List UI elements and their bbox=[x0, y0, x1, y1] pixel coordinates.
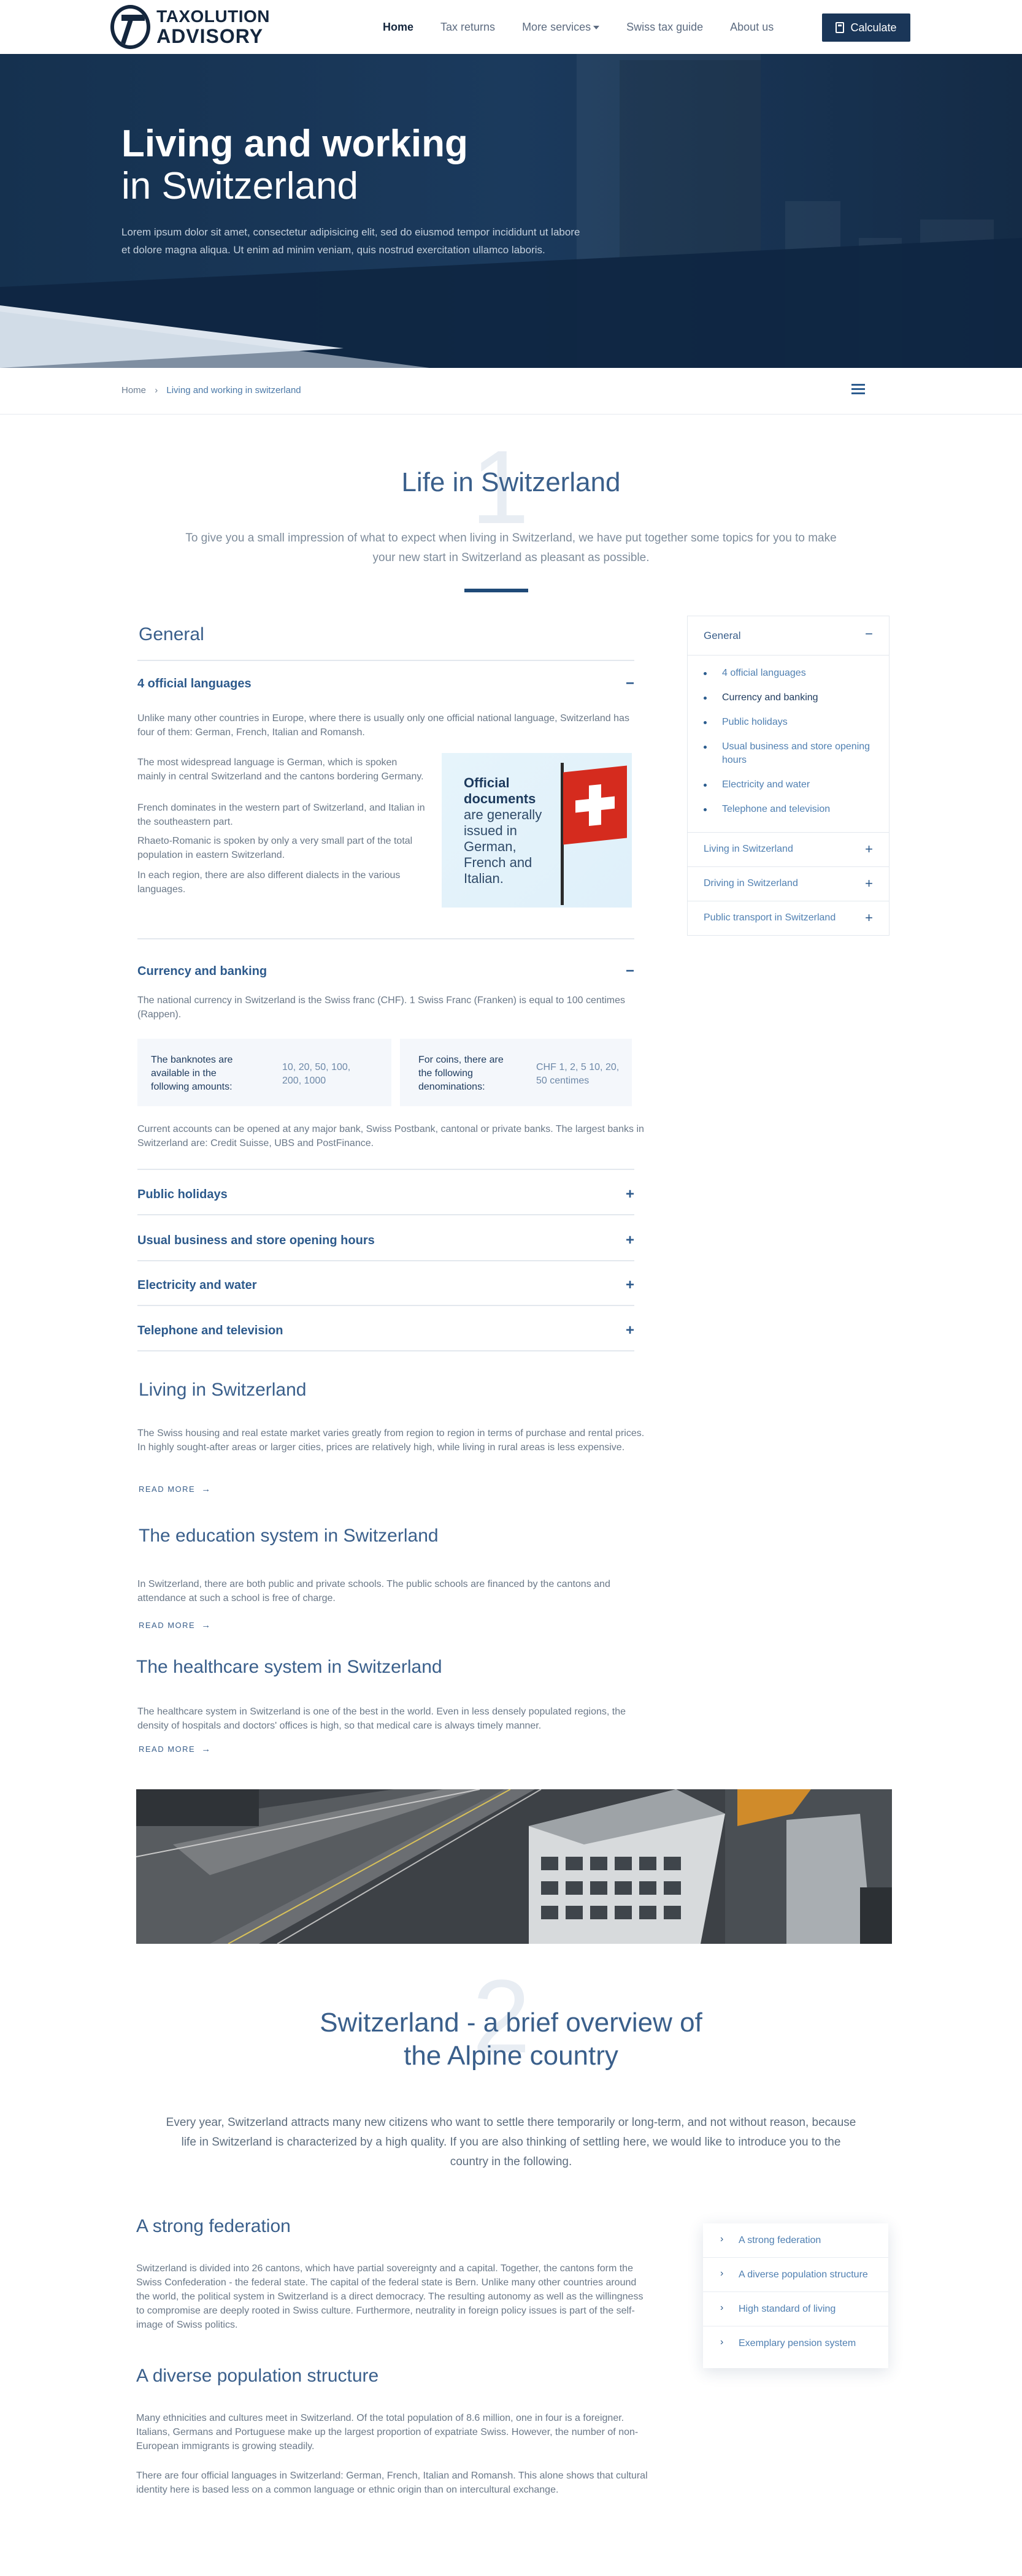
paragraph: The national currency in Switzerland is the Swiss franc (CHF). 1 Swiss Franc (Franken) is equal to 100 centimes (Rappen). bbox=[137, 995, 625, 1020]
collapse-icon: − bbox=[625, 963, 634, 979]
divider bbox=[137, 1214, 634, 1215]
sidebar-nav bbox=[687, 616, 889, 936]
city-aerial-image bbox=[136, 1789, 892, 1944]
healthcare-title: The healthcare system in Switzerland bbox=[136, 1657, 442, 1677]
breadcrumb-home[interactable]: Home bbox=[121, 385, 147, 396]
calculator-icon bbox=[836, 22, 844, 33]
population-text: There are four official languages in Switzerland: German, French, Italian and Romansh. This alone shows that cultural identity here is based less on a common language or ethnic origin than on intercultural exchange. bbox=[136, 2471, 648, 2495]
chevron-right-icon: › bbox=[720, 2268, 724, 2279]
hero-title: Living and working in Switzerland bbox=[121, 123, 468, 208]
paragraph: In each region, there are also different dialects in the various languages. bbox=[137, 870, 401, 895]
toc-item-pension[interactable]: › Exemplary pension system bbox=[720, 2337, 856, 2349]
sidebar-row-driving[interactable]: Driving in Switzerland + bbox=[688, 866, 889, 901]
chevron-right-icon: › bbox=[720, 2234, 724, 2244]
section-number: 2 bbox=[472, 1959, 531, 2075]
expand-icon: + bbox=[865, 876, 873, 891]
expand-icon: + bbox=[625, 1186, 634, 1202]
paragraph: Unlike many other countries in Europe, where there is usually only one official national language, Switzerland has four of them: German, French, Italian and Romansh. bbox=[137, 713, 629, 738]
sidebar-list bbox=[704, 667, 875, 827]
paragraph: The most widespread language is German, which is spoken mainly in central Switzerland and the cantons bordering Germany. bbox=[137, 757, 424, 782]
section-divider bbox=[464, 589, 528, 592]
main-menu bbox=[383, 0, 774, 54]
breadcrumb bbox=[121, 385, 301, 396]
collapse-icon: − bbox=[865, 626, 873, 641]
accordion-opening-hours[interactable]: Usual business and store opening hours + bbox=[137, 1232, 634, 1248]
accordion-currency[interactable]: Currency and banking − bbox=[137, 963, 634, 979]
expand-icon: + bbox=[625, 1277, 634, 1293]
breadcrumb-current: Living and working in switzerland bbox=[166, 385, 301, 396]
general-heading: General bbox=[139, 624, 204, 644]
paragraph: French dominates in the western part of Switzerland, and Italian in the southeastern part. bbox=[137, 803, 425, 827]
swiss-flag-icon bbox=[563, 766, 627, 845]
sidebar-item-electricity[interactable]: Electricity and water bbox=[704, 778, 875, 792]
section-intro: Every year, Switzerland attracts many new citizens who want to settle there temporarily or long-term, and not without reason, because life in Switzerland is characterized by a high quality. If you are also thinking of settling here, we would like to introduce you to the country in the following. bbox=[166, 2116, 856, 2168]
sidebar-row-transport[interactable]: Public transport in Switzerland + bbox=[688, 901, 889, 935]
hero-text: Lorem ipsum dolor sit amet, consectetur adipisicing elit, sed do eiusmod tempor incididunt ut labore et dolore magna aliqua. Ut enim ad minim veniam, quis nostrud exercitation ullamco laboris. bbox=[121, 226, 580, 256]
chevron-right-icon: › bbox=[720, 2303, 724, 2313]
toc-item-standard-of-living[interactable]: › High standard of living bbox=[703, 2292, 888, 2326]
arrow-right-icon: → bbox=[201, 1620, 212, 1630]
population-text: Many ethnicities and cultures meet in Switzerland. Of the total population of 8.6 million, one in four is a foreigner. Italians, Germans and Portuguese make up the largest proportion of expatriate Swiss. However, the number of non-European immigrants is growing steadily. bbox=[136, 2413, 639, 2452]
toc-item-population[interactable]: › A diverse population structure bbox=[703, 2258, 888, 2292]
arrow-right-icon: → bbox=[201, 1744, 212, 1754]
section-toc bbox=[703, 2223, 888, 2368]
banknotes-box: The banknotes are available in the following amounts: 10, 20, 50, 100, 200, 1000 bbox=[137, 1039, 391, 1106]
sidebar-item-languages[interactable]: 4 official languages bbox=[704, 667, 875, 680]
calculate-button[interactable]: Calculate bbox=[822, 13, 910, 42]
toc-item-federation[interactable]: › A strong federation bbox=[703, 2223, 888, 2258]
read-more-link[interactable]: READ MORE → bbox=[139, 1620, 212, 1630]
logo[interactable] bbox=[110, 5, 270, 49]
education-text: In Switzerland, there are both public and private schools. The public schools are financed by the cantons and attendance at such a school is free of charge. bbox=[137, 1579, 610, 1603]
healthcare-text: The healthcare system in Switzerland is one of the best in the world. Even in less densely populated regions, the density of hospitals and doctors' offices is high, so that medical care is always timely manner. bbox=[137, 1707, 626, 1731]
expand-icon: + bbox=[625, 1232, 634, 1248]
breadcrumb-separator-icon: › bbox=[155, 385, 158, 396]
nav-about-us[interactable]: About us bbox=[730, 20, 774, 33]
section-intro: To give you a small impression of what to expect when living in Switzerland, we have put together some topics for you to make your new start in Switzerland as pleasant as possible. bbox=[185, 532, 837, 564]
paragraph: Current accounts can be opened at any major bank, Swiss Postbank, cantonal or private banks. The largest banks in Switzerland are: Credit Suisse, UBS and PostFinance. bbox=[137, 1124, 644, 1148]
accordion-languages[interactable]: 4 official languages − bbox=[137, 675, 634, 692]
population-title: A diverse population structure bbox=[136, 2366, 379, 2386]
sidebar-item-telephone[interactable]: Telephone and television bbox=[704, 803, 875, 816]
section-title: Life in Switzerland bbox=[401, 467, 621, 497]
logo-mark-icon bbox=[110, 5, 150, 49]
divider bbox=[137, 660, 634, 661]
expand-icon: + bbox=[625, 1322, 634, 1339]
accordion-telephone-tv[interactable]: Telephone and television + bbox=[137, 1322, 634, 1339]
accordion-electricity-water[interactable]: Electricity and water + bbox=[137, 1277, 634, 1293]
sidebar-item-opening-hours[interactable]: Usual business and store opening hours bbox=[704, 740, 875, 767]
hero-wedge-shape bbox=[0, 54, 1022, 368]
sidebar-general-header[interactable]: General − bbox=[688, 616, 889, 655]
section-number: 1 bbox=[471, 429, 529, 546]
divider bbox=[137, 938, 634, 939]
nav-more-services[interactable]: More services bbox=[522, 21, 599, 34]
collapse-icon: − bbox=[625, 675, 634, 692]
hero-banner bbox=[0, 54, 1022, 368]
living-text: The Swiss housing and real estate market varies greatly from region to region in terms of purchase and rental prices. In highly sought-after areas or larger cities, prices are relatively high, while living in rural areas is less expensive. bbox=[137, 1428, 645, 1453]
section-title: Switzerland - a brief overview of the Alpine country bbox=[320, 2008, 702, 2071]
read-more-link[interactable]: READ MORE → bbox=[139, 1484, 212, 1494]
education-title: The education system in Switzerland bbox=[139, 1526, 439, 1546]
sidebar-item-currency[interactable]: Currency and banking bbox=[704, 691, 875, 705]
nav-tax-returns[interactable]: Tax returns bbox=[440, 20, 496, 33]
top-navbar bbox=[0, 0, 1022, 54]
read-more-link[interactable]: READ MORE → bbox=[139, 1744, 212, 1754]
divider bbox=[137, 1169, 634, 1170]
federation-title: A strong federation bbox=[136, 2216, 291, 2236]
nav-swiss-tax-guide[interactable]: Swiss tax guide bbox=[626, 20, 704, 33]
accordion-public-holidays[interactable]: Public holidays + bbox=[137, 1186, 634, 1202]
sidebar-item-holidays[interactable]: Public holidays bbox=[704, 716, 875, 729]
divider bbox=[137, 1305, 634, 1306]
divider bbox=[137, 1350, 634, 1351]
divider bbox=[137, 1260, 634, 1261]
menu-icon[interactable] bbox=[851, 384, 865, 395]
federation-text: Switzerland is divided into 26 cantons, which have partial sovereignty and a capital. Together, the cantons form the Swiss Confederation - the federal state. The capital of the federal state is Bern. Unlike many other countries around the world, the political system in Switzerland is a direct democracy. The resulting autonomy as well as the willingness to compromise are deeply rooted in Swiss culture. Furthermore, neutrality in foreign policy issues is part of the self-image of Swiss politics. bbox=[136, 2263, 644, 2330]
logo-text-bottom: ADVISORY bbox=[156, 25, 264, 47]
sidebar-row-living[interactable]: Living in Switzerland + bbox=[688, 832, 889, 866]
caret-down-icon bbox=[593, 26, 599, 29]
nav-home[interactable]: Home bbox=[383, 20, 414, 33]
official-documents-box: Official documents are generally issued in German, French and Italian. bbox=[442, 753, 632, 908]
chevron-right-icon: › bbox=[720, 2337, 724, 2347]
paragraph: Rhaeto-Romanic is spoken by only a very small part of the total population in eastern Switzerland. bbox=[137, 836, 413, 860]
arrow-right-icon: → bbox=[201, 1484, 212, 1494]
logo-text-top: TAXOLUTION bbox=[156, 7, 270, 26]
expand-icon: + bbox=[865, 910, 873, 925]
living-title: Living in Switzerland bbox=[139, 1380, 307, 1400]
expand-icon: + bbox=[865, 841, 873, 857]
breadcrumb-bar bbox=[0, 368, 1022, 415]
coins-box: For coins, there are the following denominations: CHF 1, 2, 5 10, 20, 50 centimes bbox=[400, 1039, 632, 1106]
